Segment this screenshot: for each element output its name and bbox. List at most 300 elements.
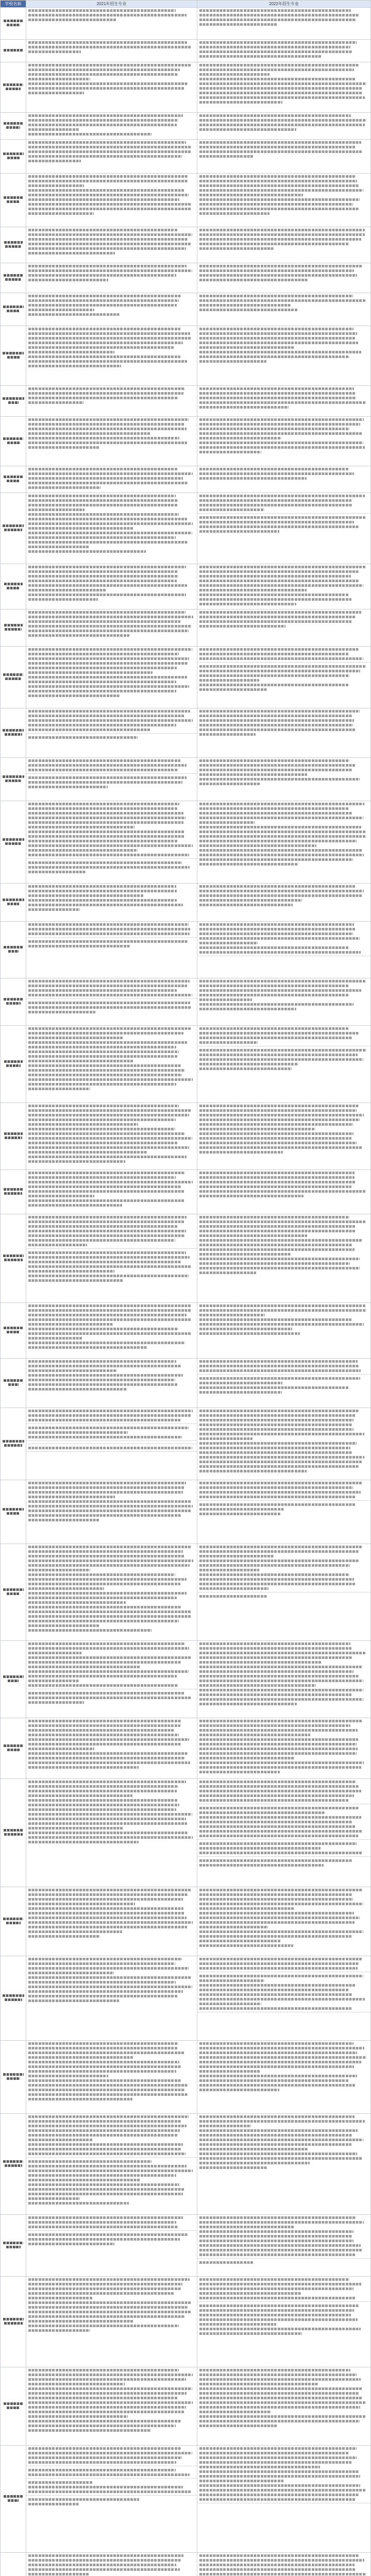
text-line xyxy=(199,783,260,785)
school-name-cell xyxy=(1,466,26,493)
text-line xyxy=(199,1583,356,1585)
text-line xyxy=(28,418,189,421)
majors-2022-cell xyxy=(197,2215,370,2276)
text-line xyxy=(199,1975,363,1977)
text-line xyxy=(199,2387,363,2390)
text-line xyxy=(199,1794,354,1797)
text-line xyxy=(199,229,365,231)
text-line xyxy=(28,2202,129,2205)
text-line xyxy=(28,821,183,824)
school-name-text xyxy=(5,1998,22,2001)
text-line xyxy=(28,2084,188,2087)
text-line xyxy=(199,1852,362,1854)
text-line xyxy=(28,1216,187,1218)
text-line xyxy=(28,133,151,135)
text-line xyxy=(28,2461,176,2464)
text-line xyxy=(199,1118,360,1121)
text-line xyxy=(28,2139,92,2141)
text-line xyxy=(28,1962,175,1965)
text-line xyxy=(199,2003,261,2005)
text-line xyxy=(199,989,361,992)
text-line xyxy=(28,342,183,344)
school-name-cell xyxy=(1,1887,26,1956)
school-name-text xyxy=(7,1749,20,1751)
text-line xyxy=(28,78,90,80)
text-line xyxy=(199,1781,356,1783)
text-line xyxy=(28,894,143,897)
text-line xyxy=(28,817,185,819)
text-line xyxy=(28,1661,181,1664)
school-name-cell xyxy=(1,801,26,883)
school-name-cell xyxy=(1,2553,26,2576)
text-line xyxy=(28,1388,127,1391)
text-line xyxy=(199,598,351,601)
text-line xyxy=(28,1374,183,1377)
text-line xyxy=(28,509,85,511)
text-line xyxy=(28,671,153,674)
school-name-text xyxy=(8,401,19,404)
text-line xyxy=(28,1132,185,1135)
text-line xyxy=(28,2061,179,2063)
text-line xyxy=(28,1615,191,1618)
school-name-cell xyxy=(1,1303,26,1358)
school-name-text xyxy=(4,1132,23,1135)
majors-2021-cell xyxy=(26,922,197,978)
text-line xyxy=(199,858,353,861)
majors-2022-cell xyxy=(197,140,370,173)
text-line xyxy=(199,2125,251,2127)
text-line xyxy=(28,2243,114,2245)
school-name-text xyxy=(5,628,22,631)
text-line xyxy=(199,1216,349,1218)
text-line xyxy=(28,1724,180,1727)
text-line xyxy=(199,854,364,856)
table-body xyxy=(1,8,370,2576)
text-line xyxy=(199,1785,359,1788)
school-name-text xyxy=(4,583,23,585)
majors-2021-cell xyxy=(26,140,197,173)
text-line xyxy=(28,1105,179,1107)
text-line xyxy=(199,1889,363,1891)
text-line xyxy=(28,155,182,158)
text-line xyxy=(28,1976,191,1979)
text-line xyxy=(199,778,360,781)
text-line xyxy=(28,1832,188,1834)
majors-2022-cell xyxy=(197,978,370,1025)
school-name-text xyxy=(4,241,23,244)
text-line xyxy=(199,1465,359,1468)
text-line xyxy=(199,2221,364,2224)
text-line xyxy=(28,1656,191,1659)
text-line xyxy=(28,1270,114,1273)
text-line xyxy=(28,360,187,363)
text-line xyxy=(199,1496,356,1498)
text-line xyxy=(199,1847,321,1850)
majors-2021-cell xyxy=(26,263,197,293)
text-line xyxy=(199,2318,358,2321)
text-line xyxy=(199,1423,352,1426)
text-line xyxy=(199,1595,267,1598)
header-school-name: 学校名称 xyxy=(1,1,26,7)
text-line xyxy=(199,208,359,210)
majors-2021-cell xyxy=(26,1480,197,1544)
text-line xyxy=(28,387,185,390)
school-name-text xyxy=(3,524,24,527)
text-line xyxy=(199,2332,302,2335)
majors-2021-cell xyxy=(26,609,197,646)
text-line xyxy=(28,1156,187,1158)
table-row xyxy=(1,1026,370,1103)
text-line xyxy=(199,2249,362,2251)
text-line xyxy=(28,432,150,435)
school-name-cell xyxy=(1,417,26,466)
school-name-cell xyxy=(1,174,26,227)
text-line xyxy=(199,82,366,85)
text-line xyxy=(199,9,351,12)
text-line xyxy=(28,546,89,548)
text-line xyxy=(199,1003,353,1006)
text-line xyxy=(28,2315,185,2318)
text-line xyxy=(28,724,176,726)
text-line xyxy=(28,1239,175,1242)
text-line xyxy=(28,854,189,856)
text-line xyxy=(199,1414,355,1417)
school-name-text xyxy=(3,152,24,155)
text-line xyxy=(28,616,193,618)
school-name-cell xyxy=(1,1480,26,1544)
text-line xyxy=(199,1799,349,1802)
text-line xyxy=(199,96,365,99)
text-line xyxy=(28,1785,178,1788)
school-name-text xyxy=(4,196,23,199)
text-line xyxy=(28,87,184,90)
cell-section-divider xyxy=(26,1423,197,1424)
text-line xyxy=(199,2061,361,2063)
text-line xyxy=(199,2470,359,2473)
text-line xyxy=(28,1074,182,1076)
text-line xyxy=(199,1734,310,1736)
text-line xyxy=(28,2420,181,2422)
text-line xyxy=(199,238,361,241)
text-line xyxy=(28,594,186,596)
table-row xyxy=(1,62,370,113)
text-line xyxy=(199,1842,357,1845)
text-line xyxy=(28,2452,192,2454)
text-line xyxy=(199,1738,358,1741)
text-line xyxy=(28,2183,179,2186)
majors-2021-cell xyxy=(26,8,197,39)
text-line xyxy=(28,2311,191,2313)
text-line xyxy=(199,1675,359,1677)
text-line xyxy=(28,41,187,44)
text-line xyxy=(199,928,355,930)
table-row xyxy=(1,1103,370,1170)
text-line xyxy=(28,1647,189,1650)
text-line xyxy=(28,620,180,623)
text-line xyxy=(28,826,134,828)
majors-2021-cell xyxy=(26,174,197,227)
text-line xyxy=(199,1267,360,1269)
text-line xyxy=(199,724,353,726)
text-line xyxy=(199,1790,361,1792)
text-line xyxy=(28,229,177,231)
majors-2021-cell xyxy=(26,1779,197,1887)
text-line xyxy=(28,2447,181,2450)
majors-2022-cell xyxy=(197,708,370,757)
text-line xyxy=(28,1606,181,1608)
text-line xyxy=(199,2314,351,2316)
text-line xyxy=(28,728,150,731)
school-name-text xyxy=(5,677,22,680)
text-line xyxy=(28,46,192,48)
text-line xyxy=(199,2392,359,2395)
majors-2022-cell xyxy=(197,113,370,139)
text-line xyxy=(199,648,359,651)
text-line xyxy=(28,1680,79,1682)
majors-2022-cell xyxy=(197,1956,370,2040)
school-name-text xyxy=(3,729,24,732)
text-line xyxy=(28,861,182,864)
text-line xyxy=(28,295,181,297)
text-line xyxy=(199,2042,353,2045)
majors-2022-cell xyxy=(197,1359,370,1408)
school-name-text xyxy=(6,88,21,90)
text-line xyxy=(199,304,291,307)
text-line xyxy=(199,198,360,201)
text-line xyxy=(28,885,176,888)
text-line xyxy=(199,1262,350,1265)
text-line xyxy=(199,69,354,71)
text-line xyxy=(28,397,178,399)
text-line xyxy=(28,2052,184,2054)
text-line xyxy=(28,1083,176,1086)
text-line xyxy=(199,1666,362,1668)
school-name-text xyxy=(3,352,24,354)
text-line xyxy=(199,2456,357,2459)
school-name-text xyxy=(4,274,23,277)
text-line xyxy=(199,1176,355,1179)
majors-2021-cell xyxy=(26,708,197,757)
majors-2021-cell xyxy=(26,1887,197,1956)
text-line xyxy=(28,1981,176,1984)
text-line xyxy=(199,2075,357,2077)
table-row xyxy=(1,386,370,417)
text-line xyxy=(28,1137,192,1140)
text-line xyxy=(28,1917,187,1919)
majors-2021-cell xyxy=(26,1641,197,1718)
text-line xyxy=(28,1550,183,1553)
text-line xyxy=(199,1482,363,1484)
text-line xyxy=(28,2056,133,2059)
text-line xyxy=(199,2484,360,2487)
majors-2021-cell xyxy=(26,293,197,326)
text-line xyxy=(28,1379,175,1381)
text-line xyxy=(28,337,192,340)
text-line xyxy=(28,776,187,779)
text-line xyxy=(199,611,361,614)
cell-section-divider xyxy=(26,858,197,859)
text-line xyxy=(28,1827,124,1829)
text-line xyxy=(28,1410,193,1412)
text-line xyxy=(28,1986,192,1988)
text-line xyxy=(28,212,94,215)
text-line xyxy=(199,1587,268,1590)
text-line xyxy=(28,536,176,539)
text-line xyxy=(28,1436,182,1438)
text-line xyxy=(199,1993,352,1996)
table-row xyxy=(1,609,370,647)
text-line xyxy=(199,2226,295,2228)
text-line xyxy=(199,2253,356,2256)
text-line xyxy=(199,1360,358,1363)
text-line xyxy=(199,674,349,677)
majors-2021-cell xyxy=(26,647,197,708)
text-line xyxy=(199,1743,357,1745)
text-line xyxy=(28,1225,177,1228)
text-line xyxy=(28,1804,179,1806)
text-line xyxy=(28,2429,151,2432)
text-line xyxy=(28,1360,176,1363)
text-line xyxy=(199,2406,360,2409)
school-name-cell xyxy=(1,647,26,708)
text-line xyxy=(28,1088,90,1090)
text-line xyxy=(28,1199,184,1202)
text-line xyxy=(199,1859,352,1862)
text-line xyxy=(28,50,81,53)
text-line xyxy=(199,1244,352,1246)
text-line xyxy=(28,1176,176,1179)
text-line xyxy=(28,1729,175,1732)
text-line xyxy=(199,985,348,987)
text-line xyxy=(199,2401,366,2404)
text-line xyxy=(28,1675,177,1677)
majors-2021-cell xyxy=(26,2446,197,2552)
text-line xyxy=(199,2134,352,2137)
text-line xyxy=(28,1261,181,1263)
text-line xyxy=(199,128,296,131)
text-line xyxy=(199,1428,353,1431)
text-line xyxy=(28,2473,190,2476)
majors-2022-cell xyxy=(197,263,370,293)
school-name-text xyxy=(7,310,20,312)
text-line xyxy=(199,1661,321,1664)
text-line xyxy=(28,575,178,578)
text-line xyxy=(28,1383,177,1386)
text-line xyxy=(28,807,178,810)
school-name-cell xyxy=(1,2277,26,2367)
text-line xyxy=(28,2378,186,2381)
text-line xyxy=(28,1697,191,1699)
majors-2021-cell xyxy=(26,2215,197,2276)
text-line xyxy=(199,817,363,819)
cell-section-divider xyxy=(26,937,197,938)
header-2022-majors: 2022年招生专业 xyxy=(197,1,370,7)
school-name-text xyxy=(4,1744,23,1747)
school-name-cell xyxy=(1,609,26,646)
school-name-text xyxy=(7,1592,20,1595)
school-name-text xyxy=(3,437,23,440)
school-name-text xyxy=(4,476,23,478)
text-line xyxy=(28,1587,104,1590)
majors-2021-cell xyxy=(26,40,197,62)
text-line xyxy=(199,247,274,250)
text-line xyxy=(199,2466,320,2468)
majors-2021-cell xyxy=(26,417,197,466)
table-row xyxy=(1,1544,370,1641)
text-line xyxy=(199,233,365,236)
school-name-cell xyxy=(1,978,26,1025)
text-line xyxy=(199,2304,359,2307)
text-line xyxy=(199,1503,355,1506)
school-name-cell xyxy=(1,263,26,293)
text-line xyxy=(28,1761,190,1764)
text-line xyxy=(199,1684,316,1687)
text-line xyxy=(199,1864,324,1867)
text-line xyxy=(28,19,116,21)
table-row xyxy=(1,417,370,466)
text-line xyxy=(199,1437,252,1440)
text-line xyxy=(28,1738,189,1741)
text-line xyxy=(199,1382,282,1384)
text-line xyxy=(199,509,264,511)
cell-section-divider xyxy=(197,2301,370,2302)
text-line xyxy=(28,1037,123,1039)
text-line xyxy=(199,2397,362,2399)
majors-2022-cell xyxy=(197,2553,370,2576)
majors-2022-cell xyxy=(197,1170,370,1214)
text-line xyxy=(199,728,356,731)
text-line xyxy=(199,2292,301,2295)
school-name-cell xyxy=(1,40,26,62)
majors-2022-cell xyxy=(197,326,370,385)
text-line xyxy=(199,124,365,126)
table-row xyxy=(1,884,370,922)
text-line xyxy=(28,437,179,439)
text-line xyxy=(28,355,180,358)
text-line xyxy=(28,1160,125,1163)
text-line xyxy=(28,299,179,302)
text-line xyxy=(28,1060,133,1062)
text-line xyxy=(199,2084,356,2087)
text-line xyxy=(199,472,354,475)
text-line xyxy=(28,175,188,178)
school-name-text xyxy=(3,2318,24,2320)
text-line xyxy=(199,2079,349,2082)
text-line xyxy=(28,1055,177,1058)
majors-2022-cell xyxy=(197,386,370,416)
text-line xyxy=(28,1109,191,1112)
school-name-text xyxy=(4,1379,23,1382)
text-line xyxy=(28,2226,178,2228)
majors-2022-cell xyxy=(197,293,370,326)
text-line xyxy=(199,446,365,449)
text-line xyxy=(28,2481,92,2484)
text-line xyxy=(199,1926,268,1928)
majors-2021-cell xyxy=(26,1170,197,1214)
text-line xyxy=(28,923,189,926)
text-line xyxy=(199,980,366,982)
majors-2022-cell xyxy=(197,609,370,646)
table-row xyxy=(1,758,370,801)
text-line xyxy=(28,532,192,534)
text-line xyxy=(28,124,177,126)
table-row xyxy=(1,1214,370,1303)
text-line xyxy=(28,1889,191,1891)
text-line xyxy=(28,2174,176,2177)
text-line xyxy=(28,1323,113,1326)
text-line xyxy=(199,769,352,771)
table-row xyxy=(1,263,370,293)
